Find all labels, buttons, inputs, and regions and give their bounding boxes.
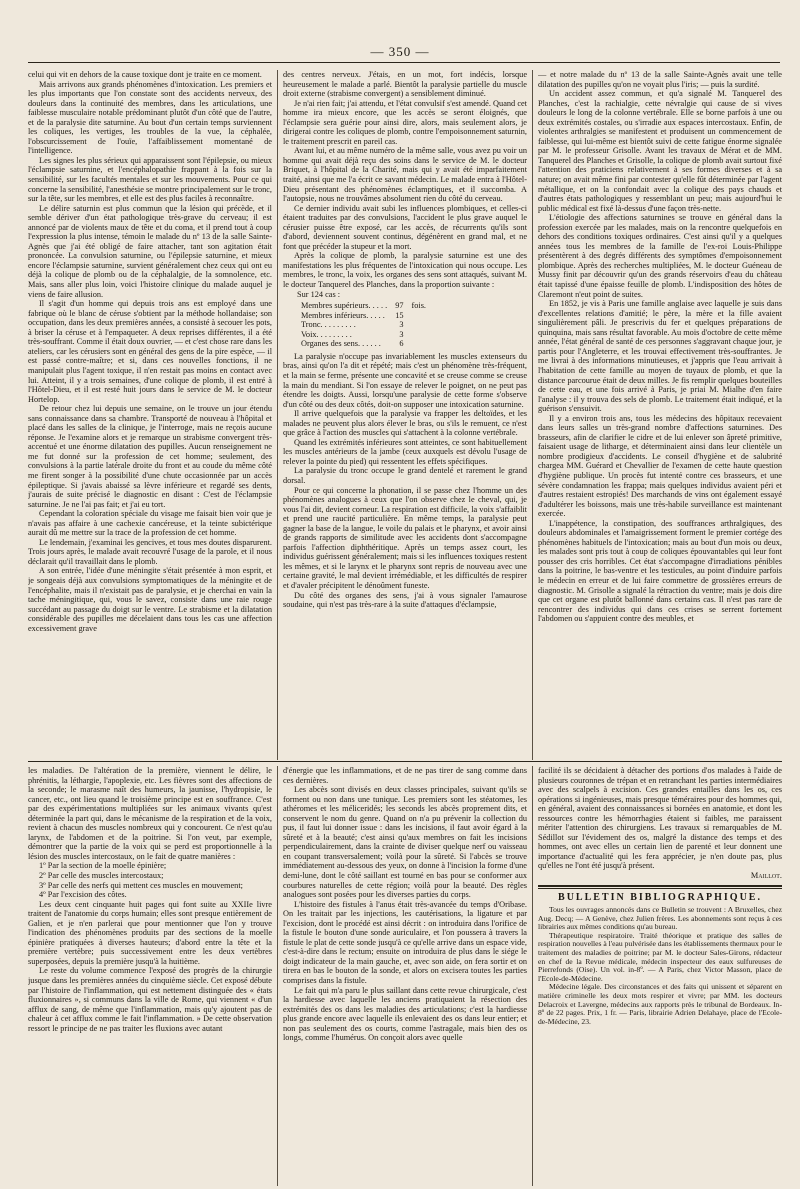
column-divider [277,766,278,1186]
table-cell: Tronc. . . . . . . . . [301,320,356,330]
table-cell: Organes des sens. . . . . . [301,339,381,349]
list-item: 3º Par celle des nerfs qui mettent ces muscles en mouvement; [39,880,243,890]
paragraph: Cependant la coloration spéciale du visage me faisait bien voir que je n'avais pas affaire à une cachexie cancéreuse, et la teinte subictérique aurait dû me mettre sur la trace de la profession de cet homme. [28,509,272,538]
column-6 [538,766,782,1186]
table-cell: 97 [395,301,404,311]
header-rule [28,62,780,63]
paragraph: Avant lui, et au même numéro de la même salle, vous avez pu voir un homme qui avait déjà reçu des soins dans le service de M. le docteur Briquet, à l'hôpital de la Charité, mais qui y avait été imparfaitement traité, ainsi que me l'a écrit ce savant médecin. Le malade entra à l'Hôtel-Dieu présentant des phénomènes éclamptiques, et il succomba. A l'autopsie, nous ne trouvâmes absolument rien du côté du cerveau. [283,146,527,204]
paragraph: Le fait qui m'a paru le plus saillant dans cette revue chirurgicale, c'est la hardiesse avec laquelle les anciens pratiquaient la résection des extrémités des os dans les maladies des articulations; c'est la hardiesse plus grande encore avec laquelle ils enlevaient des os dans leur entier; et non pas seulement des os courts, comme l'astragale, mais bien des os longs, comme l'humérus. On conçoit alors avec quelle [283,985,527,1043]
table-cell: 3 [399,329,404,339]
paragraph: Il y a environ trois ans, tous les médecins des hôpitaux recevaient dans leurs salles un très-grand nombre d'affections saturnines. Des brasseurs, afin de clarifier le cidre et de lui enlever son âpreté primitive, faisaient usage de litharge, et déterminaient ainsi dans leur clientèle un nombre prodigieux d'accidents. Le conseil d'hygiène et de salubrité chargea MM. Guérard et Chevallier de l'examen de cette haute question d'hygiène publique. Un procès fut intenté contre ces brasseurs, et une sévère condamnation les frappa; mais quelques individus avaient péri et d'autres restaient estropiés! Des marchands de vins ont également essayé d'adultérer les boissons, mais une très-habile surveillance est maintenant exercée. [538,413,782,519]
table-cell: Membres inférieurs. . . . . [301,310,385,320]
table-cell: 15 [395,310,404,320]
paragraph: d'énergie que les inflammations, et de ne pas tirer de sang comme dans ces dernières. [283,766,527,785]
paragraph: La paralysie du tronc occupe le grand dentelé et rarement le grand dorsal. [283,466,527,485]
paragraph: Les deux cent cinquante huit pages qui font suite au XXIIe livre traitent de l'anatomie du corps humain; elles sont presque entièrement de Galien, et je n'en parlerai que pour mentionner que l'on y trouve l'indication des phénomènes produits par des sections de la moelle épinière pratiquées à diverses hauteurs; d'abord entre la tête et la première vertèbre; puis successivement entre les deux vertèbres superposées, depuis la première jusqu'à la huitième. [28,899,272,966]
paralysis-stats-table [297,301,430,349]
paragraph: Quand les extrémités inférieures sont atteintes, ce sont habituellement les muscles antérieurs de la jambe (ceux auxquels est dévolu l'usage de relever la pointe du pied) qui ressentent les effets spécifiques. [283,437,527,466]
section-divider [28,761,782,762]
paragraph: Médecine légale. Des circonstances et des faits qui unissent et séparent en matière criminelle les deux mots respirer et vivre; par MM. les docteurs Delacroix et Lavergne, médecins aux rapports près le tribunal de Bordeaux. In-8º de 22 pages. Prix, 1 fr. — Paris, librairie Adrien Delahaye, place de l'Ecole-de-Médecine, 23. [538,982,782,1026]
paragraph: Ce dernier individu avait subi les influences plombiques, et celles-ci étaient traduites par des convulsions, l'accident le plus grave auquel le cérusier puisse être exposé, car les accès, de récurrents qu'ils sont d'abord, deviennent souvent continus, dégénèrent en grand mal, et ne font que précéder la stupeur et la mort. [283,203,527,251]
paragraph: des centres nerveux. J'étais, en un mot, fort indécis, lorsque heureusement le malade a parlé. Bientôt la paralysie partielle du muscle droit externe (strabisme convergent) a sensiblement diminué. [283,70,527,99]
column-5 [283,766,527,1186]
list-item: 4º Par l'excision des côtes. [39,890,127,900]
paragraph: Les signes les plus sérieux qui apparaissent sont l'épilepsie, ou mieux l'éclampsie saturnine, et l'encéphalopathie frappant à la fois sur la sensibilité, sur les facultés mentales et sur les mouvements. Pour ce qui concerne la sensibilité, l'anesthésie se montre principalement sur le tronc, sur la tête, sur les membres, et elle est des plus faciles à reconnaître. [28,155,272,204]
table-row [297,311,430,321]
paragraph: Thérapeutique respiratoire. Traité théorique et pratique des salles de respiration nouvelles à l'eau pulvérisée dans les établissements thermaux pour le traitement des maladies de poitrine; par M. le docteur Sales-Girons, rédacteur en chef de la Revue médicale, médecin inspecteur des eaux sulfureuses de Pierrefonds (Oise). Un vol. in-8º. — A Paris, chez Victor Masson, place de l'Ecole-de-Médecine. [538,930,782,983]
page-number: — 350 — [370,44,430,59]
table-cell: 3 [399,320,404,330]
paragraph: La paralysie n'occupe pas invariablement les muscles extenseurs du bras, ainsi qu'on l'a dit et répété; mais c'est un phénomène très-fréquent, et la main se ferme, présente une concavité et se creuse comme se creuse la main du mendiant. Si l'on essaye de relever le poignet, on ne peut pas étendre les doigts. Aussi, lorsqu'une paralysie de cette forme s'observe d'un côté ou des deux côtés, doit-on supposer une intoxication saturnine. [283,351,527,409]
paragraph: Pour ce qui concerne la phonation, il se passe chez l'homme un des phénomènes analogues à ceux que l'on observe chez le cheval, qui, je vous l'ai dit, devient corneur. La respiration est difficile, la voix s'affaiblit et prend une raucité particulière. En même temps, la paralysie peut gagner la base de la langue, le voile du palais et le pharynx, et avoir ainsi de grands rapports de similitude avec les accidents dont s'accompagne parfois l'affection diphthéritique. Après un temps assez court, les individus guérissent généralement; mais si les influences toxiques restent les mêmes, et si le larynx et le pharynx sont repris de nouveau avec une certaine gravité, le mal devient irrémédiable, et les difficultés de respirer et d'avaler précipitent le dénoûment funeste. [283,485,527,590]
bulletin-rule [538,885,782,887]
paragraph: Du côté des organes des sens, j'ai à vous signaler l'amaurose soudaine, qui n'est pas très-rare à la suite d'attaques d'éclampsie, [283,590,527,610]
paragraph: Je n'ai rien fait; j'ai attendu, et l'état convulsif s'est amendé. Quand cet homme ira mieux encore, que les accès se seront éloignés, que l'éclampsie sera guérie pour ainsi dire, alors, mais seulement alors, je dirigerai contre les coliques de plomb, contre l'empoisonnement saturnin, le traitement prescrit en pareil cas. [283,98,527,146]
paragraph: En 1852, je vis à Paris une famille anglaise avec laquelle je suis dans d'excellentes relations d'amitié; le père, la mère et la fille avaient singulièrement pâli. Je prescrivis du fer et quelques préparations de quinquina, mais sans résultat favorable. Au mois d'octobre de cette même année, l'état général de santé de ces personnes s'aggravant chaque jour, je partis pour l'Angleterre, et les trouvai effectivement très-souffrantes. Je me livrai à des informations minutieuses, et j'appris que l'eau arrivait à l'habitation de cette famille au moyen de tuyaux de plomb, et que la distance parcourue était de deux milles. Je fis remplir quelques bouteilles de cette eau, et une fois arrivé à Paris, je priai M. Mialhe d'en faire l'analyse : il y trouva des sels de plomb. Le traitement était indiqué, et la guérison s'ensuivit. [538,299,782,414]
list-item: 2º Par celle des muscles intercostaux; [39,871,164,881]
bulletin-rule [538,888,782,889]
column-2 [283,70,527,760]
paragraph: Il s'agit d'un homme qui depuis trois ans est employé dans une fabrique où le blanc de céruse s'obtient par la méthode hollandaise; son occupation, dans les deux premières années, a consisté à secouer les pots, à briser la céruse et à l'empaqueter. A deux reprises différentes, il a été très-souffrant. Comme il était doux ouvrier, — et c'est chose rare dans les ateliers, car les cérusiers sont en général des gens de la pire espèce, — il est passé contre-maître; et si, dans ces nouvelles fonctions, il ne manipulait plus l'agent toxique, il n'en restait pas moins en contact avec lui. Atteint, il y a trois semaines, d'une colique de plomb, il est entré à l'Hôtel-Dieu, et il est resté huit jours dans le service de M. le docteur Hortelop. [28,299,272,404]
paragraph: Le lendemain, j'examinai les gencives, et tous mes doutes disparurent. Trois jours après, le malade avait recouvré l'usage de la parole, et il nous déclarait qu'il travaillait dans le plomb. [28,537,272,566]
list-item: 1º Par la section de la moelle épinière; [39,861,167,871]
paragraph: Après la colique de plomb, la paralysie saturnine est une des manifestations les plus fréquentes de l'intoxication qui nous occupe. Les membres, le tronc, la voix, les organes des sens sont attaqués, suivant M. le docteur Tanquerel des Planches, dans la proportion suivante : [283,251,527,290]
table-cell: Membres supérieurs. . . . . [301,301,388,311]
table-row [297,330,430,340]
paragraph: Tous les ouvrages annoncés dans ce Bulletin se trouvent : A Bruxelles, chez Aug. Decq; — A Genève, chez Julien frères. Les abonnements sont reçus à ces librairies aux mêmes conditions qu'au bureau. [538,905,782,932]
paragraph: — et notre malade du nº 13 de la salle Sainte-Agnès avait une telle dilatation des pupilles qu'on ne voyait plus l'iris; — puis la surdité. [538,70,782,89]
paragraph: celui qui vit en dehors de la cause toxique dont je traite en ce moment. [28,70,262,79]
paragraph: A son entrée, l'idée d'une méningite s'était présentée à mon esprit, et je songeais déjà aux convulsions symptomatiques de la méningite et de l'encéphalite, mais il n'existait pas de paralysie, et je cherchai en vain la tache méningitique, qui, vous le savez, consiste dans une raie rouge succédant au passage du doigt sur le ventre. Le strabisme et la dilatation considérable des pupilles me décelaient dans tous les cas une affection excessivement grave [28,566,272,633]
column-3 [538,70,782,760]
paragraph: De retour chez lui depuis une semaine, on le trouve un jour étendu sans connaissance dans sa chambre. Transporté de nouveau à l'hôpital et placé dans les salles de la clinique, je l'interroge, mais ne reçois aucune réponse. Je l'examine alors et je remarque un strabisme convergent très-accentué et une énorme dilatation des pupilles. Aucun renseignement ne me fut donné sur la profession de cet homme; seulement, des convulsions à la partie latérale droite du front et au coude du même côté me firent songer à la possibilité d'une chute occasionnée par un accès épileptique. Si j'avais abaissé sa lèvre inférieure et regardé ses dents, j'aurais de suite précisé le diagnostic en disant : C'est de l'éclampsie saturnine. Je ne l'ai pas fait; et j'ai eu tort. [28,404,272,509]
table-cell: fois. [411,301,427,311]
bulletin-title: BULLETIN BIBLIOGRAPHIQUE. [558,891,762,903]
table-row [297,320,430,330]
column-4 [28,766,272,1186]
table-cell: 6 [399,339,404,349]
paragraph: Un accident assez commun, et qu'a signalé M. Tanquerel des Planches, c'est la rachialgie, cette névralgie qui cause de si vives douleurs le long de la colonne vertébrale. Elle se borne parfois à une ou deux extrémités costales, ou s'irradie aux espaces intercostaux. Enfin, de violentes arthralgies se manifestent et produisent un commencement de faiblesse, qui lui-même est bientôt suivi de cette fatigue énorme signalée par M. le professeur Grisolle. Avant les travaux de Mérat et de MM. Tanquerel des Planches et Grisolle, la colique de plomb avait surtout fixé l'attention des praticiens relativement à ses formes diverses et à sa nature; on avait même fini par contester qu'elle fût déterminée par l'agent métallique, et on la confondait avec la colique des pays chauds et d'autres états pathologiques y ressemblant un peu; mais aujourd'hui le public médical est fixé là-dessus d'une façon très-nette. [538,89,782,213]
paragraph: facilité ils se décidaient à détacher des portions d'os malades à l'aide de plusieurs couronnes de trépan et en retranchant les parties intermédiaires avec des scalpels à excision. Ces grandes entailles dans les os, ces opérations si ingénieuses, mais presque téméraires pour des hommes qui, en général, avaient des connaissances si bornées en anatomie, et dont les ressources contre les hémorrhagies étaient si faibles, me paraissent mériter l'attention des chirurgiens. Les travaux si remarquables de M. Sédillot sur l'évidement des os, malgré la distance des temps et des hommes, ont avec elles un certain lien de parenté et leur donnent une importance d'actualité qui les fera apprécier, je n'en doute pas, plus qu'elles ne l'ont été jusqu'à présent. [538,766,782,871]
author-signature: Maillot. [750,871,782,881]
paragraph: Il arrive quelquefois que la paralysie va frapper les deltoïdes, et les malades ne peuvent plus alors élever le bras, ou s'ils le remuent, ce n'est que grâce à l'action des muscles qui s'attachent à la colonne vertébrale. [283,409,527,438]
bulletin-body [538,906,782,1026]
table-cell: Voix. . . . . . . . . [301,329,352,339]
column-divider [532,70,533,760]
paragraph: les maladies. De l'altération de la première, viennent le délire, le phrénitis, la léthargie, l'apoplexie, etc. Les fièvres sont des affections de la seconde; le marasme naît des humeurs, la jaunisse, l'hydropisie, le cancer, etc., ont lieu quand le troisième principe est en souffrance. C'est par des expérimentations multipliées sur les animaux vivants qu'est déterminée la part qui, dans le mécanisme de la respiration et de la voix, revient à chacun des muscles nombreux qui y concourent. Ce n'est qu'au larynx, de l'abdomen et de la poitrine. Si l'on veut, par exemple, démontrer que la partie de la voix qui se perd est proportionnelle à la lésion des muscles intercostaux, on le fait de quatre manières : [28,766,272,861]
column-1 [28,70,272,760]
paragraph: L'étiologie des affections saturnines se trouve en général dans la profession exercée par les malades, mais on la rencontre quelquefois en dehors des conditions toxiques ordinaires. C'est ainsi qu'il y a quelques années tous les membres de la famille de l'ex-roi Louis-Philippe présentèrent à des degrés différents des symptômes d'empoisonnement plombique. Après des recherches multipliées, M. le docteur Guéneau de Mussy finit par découvrir qu'un des grands réservoirs d'eau du château était tapissé d'une épaisse feuille de plomb. L'indisposition des hôtes de Claremont n'eut point de suites. [538,213,782,299]
paragraph: Les abcès sont divisés en deux classes principales, suivant qu'ils se forment ou non dans une tunique. Les premiers sont les stéatomes, les athéromes et les méliceridés; les seconds les abcès proprement dits, et conservent le nom du genre. Quand on n'a pu prévenir la collection du pus, il faut lui donner issue : dans les incisions, il faut avoir égard à la sûreté et à la beauté; c'est ainsi qu'aux membres on fait les incisions perpendiculairement, dans la crainte de diviser quelque nerf ou vaisseau en coupant transversalement; voilà pour la sûreté. Si l'abcès se trouve immédiatement au-dessous des yeux, on donne à l'incision la forme d'une demi-lune, dont le côté saillant est tourné en bas pour se conformer aux courbures naturelles de cette région; voilà pour la beauté. Des règles analogues sont posées pour les diverses parties du corps. [283,785,527,900]
column-divider [532,766,533,1186]
stats-label: Sur 124 cas : [297,289,341,299]
paragraph: L'histoire des fistules à l'anus était très-avancée du temps d'Oribase. On les traitait par les injections, les cautérisations, la ligature et par l'excision, dont le procédé est ainsi décrit : on introduira dans l'orifice de la fistule le bouton d'une sonde auriculaire, et l'on poussera à travers la fistule le plat de cette sonde jusqu'à ce qu'elle arrive dans un espace vide, c'est-à-dire dans le rectum; ensuite on introduira de plus dans le siége le doigt indicateur de la main gauche, et, avec son aide, on fera sortir et on tirera en bas le bouton de la sonde, et alors on excisera toutes les parties comprises dans la fistule. [283,899,527,986]
paragraph: L'inappétence, la constipation, des souffrances arthralgiques, des douleurs abdominales et l'amaigrissement forment le premier cortége des phénomènes habituels de l'intoxication; mais au bout d'un mois ou deux, les malades sont pris tout à coup de coliques épouvantables qui leur font pousser des cris horribles. Cet état s'accompagne d'irradiations pénibles dans la poitrine, le bas-ventre et les testicules, au point d'induire parfois le médecin en erreur et de lui faire commettre de grossières erreurs de diagnostic. M. Grisolle a signalé la rétraction du ventre; mais je dois dire que cet organe est plutôt ballonné dans certains cas. Il n'est pas rare de rencontrer des individus qui dans ces crises se serrent fortement l'abdomen ou s'appuient contre des meubles, et [538,518,782,624]
column-divider [277,70,278,760]
table-row [297,339,430,349]
paragraph: Le délire saturnin est plus commun que la lésion qui précède, et il semble dériver d'un état pathologique très-grave du cerveau; il est annoncé par de violents maux de tête et du coma, et il prend tout à coup l'expression la plus intense, témoin le malade du nº 13 de la salle Sainte-Agnès que j'ai été obligé de faire attacher, tant son agitation était prononcée. La convulsion saturnine, ou l'épilepsie saturnine, et mieux encore l'éclampsie saturnine, survient généralement chez ceux qui ont eu déjà la colique de plomb ou de la céphalalgie, de la somnolence, etc. Mais, sans aller plus loin, voici l'histoire clinique du malade auquel je viens de faire allusion. [28,203,272,299]
paragraph: Le reste du volume commence l'exposé des progrès de la chirurgie jusque dans les premières années du cinquième siècle. Cet exposé débute par l'histoire de l'inflammation, qui est nettement distinguée des « états fluxionnaires », si communs dans la ville de Rome, qui viennent « d'un afflux de sang, de même que l'inflammation, mais qu'y ajoutent pas de chaleur à cet afflux comme le fait l'inflammation. » De cette observation ressort le principe de ne pas traiter les fluxions avec autant [28,966,272,1033]
table-row [297,301,430,311]
paragraph: Mais arrivons aux grands phénomènes d'intoxication. Les premiers et les plus importants que l'on constate sont des accidents nerveux, des douleurs dans la continuité des membres, dans les articulations, une faiblesse musculaire notable prédominant plutôt d'un côté que de l'autre, et de la paralysie dite saturnine. Au bout d'un certain temps surviennent les coliques, les vertiges, les troubles de la vue, la céphalée, l'obscurcissement de l'ouïe, l'affaiblissement momentané de l'intelligence. [28,79,272,156]
